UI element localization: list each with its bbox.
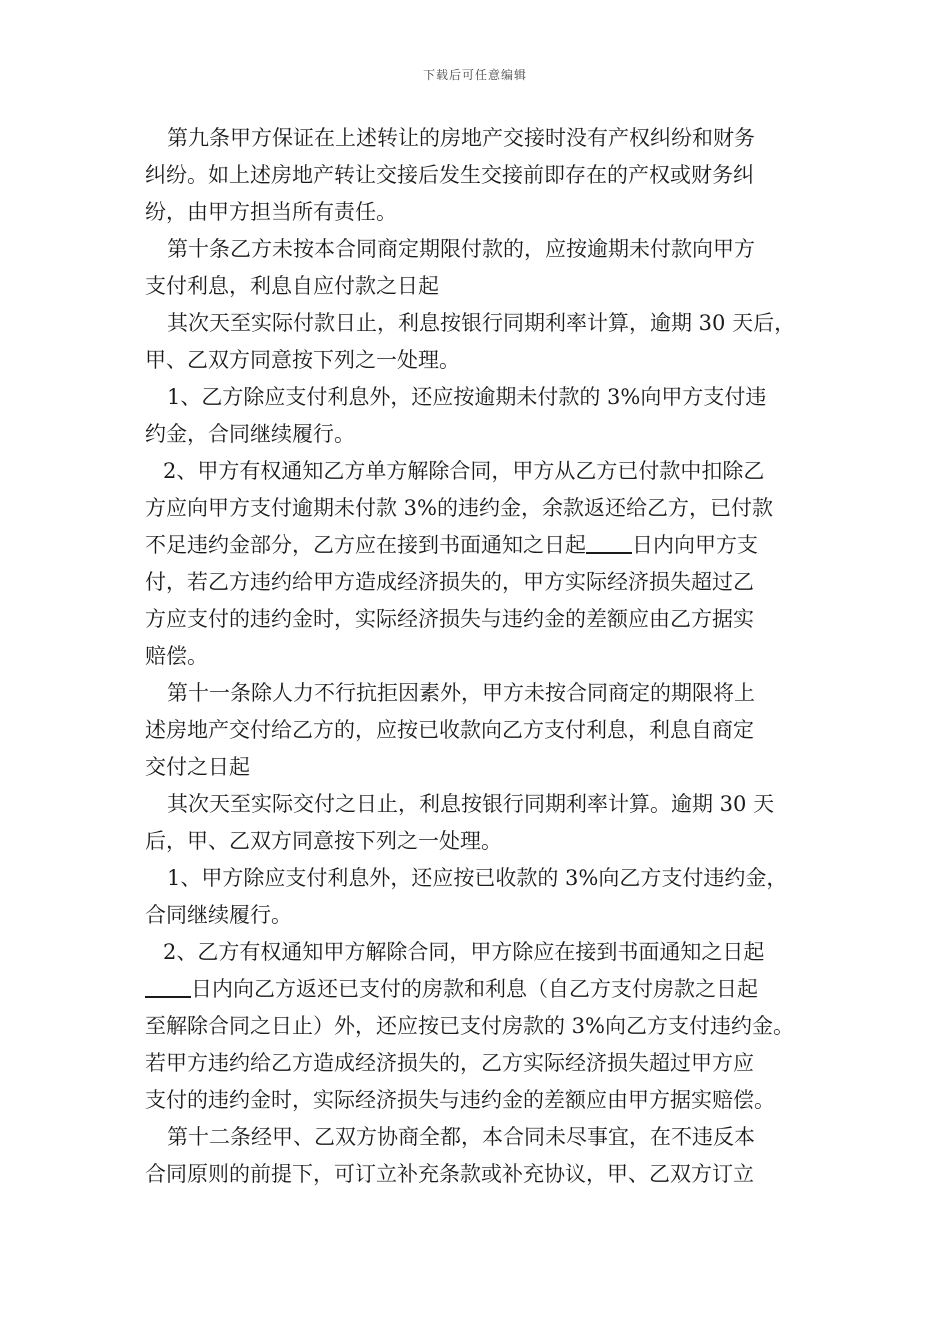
paragraph-line: 1、甲方除应支付利息外，还应按已收款的 3%向乙方支付违约金， xyxy=(167,866,788,890)
paragraph-line: 其次天至实际付款日止，利息按银行同期利率计算，逾期 30 天后， xyxy=(167,311,796,335)
paragraph-line: 第九条甲方保证在上述转让的房地产交接时没有产权纠纷和财务 xyxy=(167,126,755,150)
paragraph-line xyxy=(145,971,813,1008)
paragraph-line xyxy=(145,527,813,564)
paragraph-line: 纠纷。如上述房地产转让交接后发生交接前即存在的产权或财务纠 xyxy=(145,163,754,187)
page-header: 下载后可任意编辑 xyxy=(422,68,527,82)
paragraph-line: 约金，合同继续履行。 xyxy=(145,422,355,446)
document-body xyxy=(145,120,813,1193)
paragraph-line: 支付的违约金时，实际经济损失与违约金的差额应由甲方据实赔偿。 xyxy=(145,1088,775,1112)
paragraph-line: 至解除合同之日止）外，还应按已支付房款的 3%向乙方支付违约金。 xyxy=(145,1014,794,1038)
paragraph-line: 合同继续履行。 xyxy=(145,903,292,927)
line-text-before-blank: 不足违约金部分，乙方应在接到书面通知之日起 xyxy=(145,533,586,557)
paragraph-line: 纷，由甲方担当所有责任。 xyxy=(145,200,397,224)
line-text-after-blank: 日内向乙方返还已支付的房款和利息（自乙方支付房款之日起 xyxy=(191,977,758,1001)
paragraph-line: 其次天至实际交付之日止，利息按银行同期利率计算。逾期 30 天 xyxy=(167,792,775,816)
line-text-after-blank: 日内向甲方支 xyxy=(632,533,758,557)
fill-in-blank xyxy=(586,534,632,554)
paragraph-line: 方应支付的违约金时，实际经济损失与违约金的差额应由乙方据实 xyxy=(145,607,754,631)
paragraph-line: 2、乙方有权通知甲方解除合同，甲方除应在接到书面通知之日起 xyxy=(163,940,765,964)
paragraph-line: 赔偿。 xyxy=(145,644,208,668)
paragraph-line: 1、乙方除应支付利息外，还应按逾期未付款的 3%向甲方支付违 xyxy=(167,385,767,409)
paragraph-line: 交付之日起 xyxy=(145,755,250,779)
paragraph-line: 若甲方违约给乙方造成经济损失的，乙方实际经济损失超过甲方应 xyxy=(145,1051,754,1075)
fill-in-blank xyxy=(145,978,191,998)
paragraph-line: 第十二条经甲、乙双方协商全都，本合同未尽事宜，在不违反本 xyxy=(167,1125,755,1149)
paragraph-line: 后，甲、乙双方同意按下列之一处理。 xyxy=(145,829,502,853)
paragraph-line: 支付利息，利息自应付款之日起 xyxy=(145,274,439,298)
paragraph-line: 第十条乙方未按本合同商定期限付款的，应按逾期未付款向甲方 xyxy=(167,237,755,261)
paragraph-line: 合同原则的前提下，可订立补充条款或补充协议，甲、乙双方订立 xyxy=(145,1162,754,1186)
paragraph-line: 付，若乙方违约给甲方造成经济损失的，甲方实际经济损失超过乙 xyxy=(145,570,754,594)
paragraph-line: 述房地产交付给乙方的，应按已收款向乙方支付利息，利息自商定 xyxy=(145,718,754,742)
paragraph-line: 2、甲方有权通知乙方单方解除合同，甲方从乙方已付款中扣除乙 xyxy=(163,459,765,483)
paragraph-line: 第十一条除人力不行抗拒因素外，甲方未按合同商定的期限将上 xyxy=(167,681,755,705)
paragraph-line: 甲、乙双方同意按下列之一处理。 xyxy=(145,348,460,372)
paragraph-line: 方应向甲方支付逾期未付款 3%的违约金，余款返还给乙方，已付款 xyxy=(145,496,773,520)
